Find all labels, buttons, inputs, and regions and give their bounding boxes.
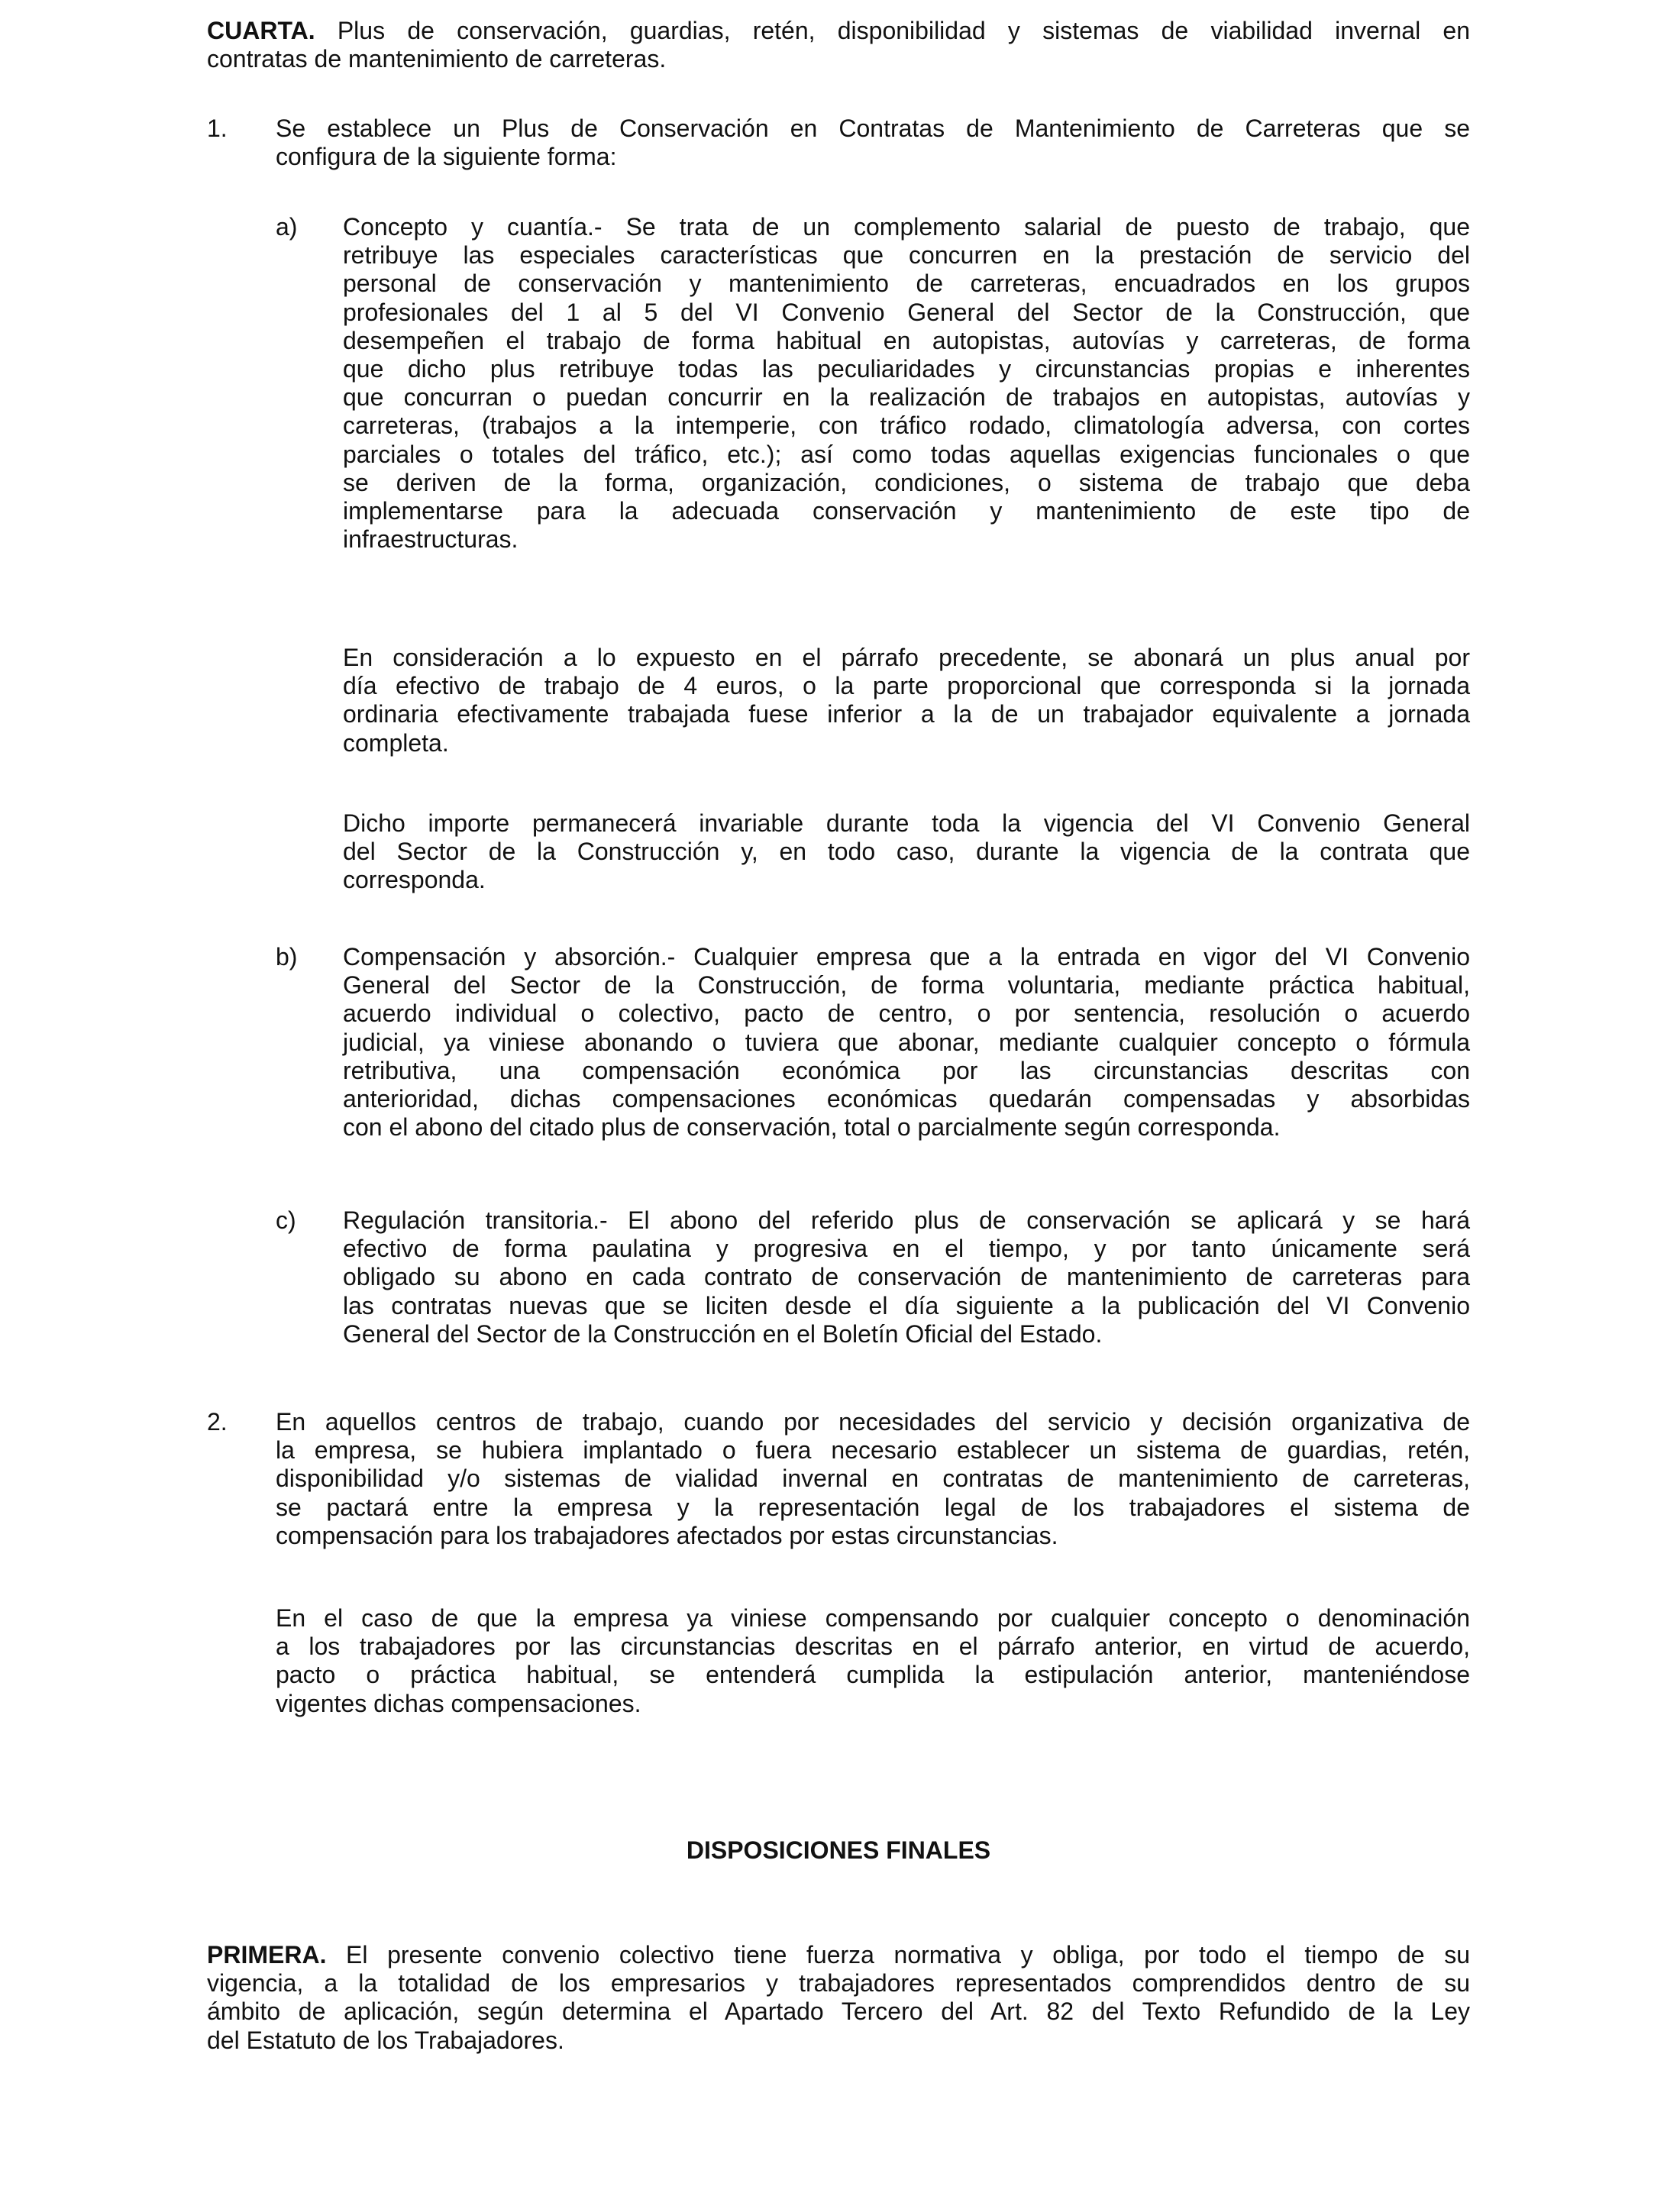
text-line (343, 1029, 1470, 1057)
line-text: vigentes dichas compensaciones. (276, 1689, 641, 1717)
line-text: se pactará entre la empresa y la representación legal de los trabajadores el sistema de (276, 1493, 1470, 1521)
line-text: desempeñen el trabajo de forma habitual en autopistas, autovías y carreteras, de forma (343, 326, 1470, 354)
subitem-a-paragraph-3 (343, 809, 1470, 895)
line-text: implementarse para la adecuada conservación y mantenimiento de este tipo de (343, 497, 1470, 525)
text-line (343, 497, 1470, 525)
text-line (276, 1522, 1470, 1550)
line-text: acuerdo individual o colectivo, pacto de centro, o por sentencia, resolución o acuerdo (343, 1000, 1470, 1028)
line-text: judicial, ya viniese abonando o tuviera que abonar, mediante cualquier concepto o fórmula (343, 1028, 1470, 1056)
line-text: infraestructuras. (343, 525, 519, 554)
subitem-c-text (343, 1206, 1470, 1348)
line-text: las contratas nuevas que se liciten desde el día siguiente a la publicación del VI Convenio (343, 1291, 1470, 1319)
line-text: que dicho plus retribuye todas las peculiaridades y circunstancias propias e inherentes (343, 355, 1470, 383)
text-line (343, 644, 1470, 672)
text-line (343, 866, 1470, 894)
line-text: del Estatuto de los Trabajadores. (207, 2026, 564, 2054)
text-line (343, 355, 1470, 383)
line-text: personal de conservación y mantenimiento de carreteras, encuadrados en los grupos (343, 270, 1470, 298)
section-heading: DISPOSICIONES FINALES (686, 1836, 991, 1864)
text-line (207, 2027, 1470, 2055)
text-line (343, 1206, 1470, 1235)
text-line (343, 1000, 1470, 1028)
line-text: El presente convenio colectivo tiene fuerza normativa y obliga, por todo el tiempo de su (326, 1941, 1470, 1969)
line-text: del Sector de la Construcción y, en todo caso, durante la vigencia de la contrata que (343, 838, 1470, 866)
line-text: parciales o totales del tráfico, etc.); así como todas aquellas exigencias funcionales o que (343, 440, 1470, 468)
subitem-label-a: a) (276, 213, 298, 241)
line-text: Compensación y absorción.- Cualquier empresa que a la entrada en vigor del VI Convenio (343, 943, 1470, 971)
line-text: la empresa, se hubiera implantado o fuera necesario establecer un sistema de guardias, retén, (276, 1436, 1470, 1465)
text-line (343, 838, 1470, 866)
text-line (276, 1604, 1470, 1633)
text-line (343, 700, 1470, 728)
line-text: día efectivo de trabajo de 4 euros, o la parte proporcional que corresponda si la jornada (343, 672, 1470, 700)
text-line (343, 412, 1470, 440)
text-line (276, 1408, 1470, 1436)
subitem-a-paragraph-2 (343, 644, 1470, 757)
line-text: profesionales del 1 al 5 del VI Convenio General del Sector de la Construcción, que (343, 298, 1470, 326)
text-line (343, 525, 1470, 554)
text-line (343, 1113, 1470, 1142)
text-line (343, 270, 1470, 298)
clause-primera (207, 1941, 1470, 2055)
subitem-label-c: c) (276, 1206, 296, 1234)
text-line (343, 672, 1470, 700)
line-text: En consideración a lo expuesto en el párrafo precedente, se abonará un plus anual por (343, 644, 1470, 671)
line-text: carreteras, (trabajos a la intemperie, con tráfico rodado, climatología adversa, con cortes (343, 412, 1470, 440)
item-number-2: 2. (207, 1408, 228, 1436)
text-line (276, 1690, 1470, 1718)
text-line (207, 1941, 1470, 1969)
line-text: ámbito de aplicación, según determina el Apartado Tercero del Art. 82 del Texto Refundido de la Ley (207, 1998, 1470, 2026)
text-line (276, 1436, 1470, 1465)
text-line (276, 1465, 1470, 1493)
text-line (343, 383, 1470, 412)
text-line (343, 809, 1470, 838)
clause-label: CUARTA. (207, 17, 315, 44)
line-text: Regulación transitoria.- El abono del referido plus de conservación se aplicará y se hará (343, 1206, 1470, 1234)
text-line (207, 1969, 1470, 1998)
text-line (276, 1494, 1470, 1522)
line-text: vigencia, a la totalidad de los empresarios y trabajadores representados comprendidos dentro de su (207, 1969, 1470, 1998)
line-text: Plus de conservación, guardias, retén, disponibilidad y sistemas de viabilidad invernal en (315, 17, 1470, 44)
text-line (276, 143, 1470, 171)
text-line (207, 1998, 1470, 2026)
text-line (343, 241, 1470, 270)
line-text: Concepto y cuantía.- Se trata de un complemento salarial de puesto de trabajo, que (343, 213, 1470, 241)
item-2-paragraph-2 (276, 1604, 1470, 1718)
line-text: obligado su abono en cada contrato de conservación de mantenimiento de carreteras para (343, 1263, 1470, 1291)
text-line (276, 115, 1470, 143)
text-line (343, 1320, 1470, 1348)
subitem-label-b: b) (276, 943, 298, 971)
line-text: se deriven de la forma, organización, condiciones, o sistema de trabajo que deba (343, 468, 1470, 496)
clause-label: PRIMERA. (207, 1941, 327, 1969)
line-text: pacto o práctica habitual, se entenderá cumplida la estipulación anterior, manteniéndose (276, 1661, 1470, 1689)
line-text: Dicho importe permanecerá invariable durante toda la vigencia del VI Convenio General (343, 809, 1470, 837)
text-line (343, 1292, 1470, 1320)
line-text: ordinaria efectivamente trabajada fuese inferior a la de un trabajador equivalente a jornada (343, 700, 1470, 728)
line-text: En aquellos centros de trabajo, cuando por necesidades del servicio y decisión organizativa de (276, 1408, 1470, 1436)
line-text: efectivo de forma paulatina y progresiva en el tiempo, y por tanto únicamente será (343, 1235, 1470, 1263)
line-text: retribuye las especiales características que concurren en la prestación de servicio del (343, 241, 1470, 270)
item-number-1: 1. (207, 115, 228, 142)
text-line (343, 1057, 1470, 1085)
line-text: con el abono del citado plus de conservación, total o parcialmente según corresponda. (343, 1113, 1281, 1142)
line-text: corresponda. (343, 866, 486, 894)
text-line (207, 45, 1470, 73)
text-line (343, 327, 1470, 355)
line-text: General del Sector de la Construcción en el Boletín Oficial del Estado. (343, 1319, 1103, 1348)
line-text: a los trabajadores por las circunstancias descritas en el párrafo anterior, en virtud de acuerdo, (276, 1633, 1470, 1661)
text-line (343, 971, 1470, 1000)
text-line (207, 17, 1470, 45)
line-text: retributiva, una compensación económica por las circunstancias descritas con (343, 1056, 1470, 1084)
text-line (343, 943, 1470, 971)
text-line (343, 729, 1470, 757)
line-text: compensación para los trabajadores afectados por estas circunstancias. (276, 1521, 1058, 1549)
text-line (343, 299, 1470, 327)
line-text: configura de la siguiente forma: (276, 143, 617, 171)
item-1-text (276, 115, 1470, 171)
text-line (343, 1235, 1470, 1263)
line-text: En el caso de que la empresa ya viniese compensando por cualquier concepto o denominación (276, 1604, 1470, 1632)
item-2-text (276, 1408, 1470, 1550)
text-line (343, 469, 1470, 497)
subitem-a-text (343, 213, 1470, 554)
text-line (343, 1085, 1470, 1113)
clause-cuarta (207, 17, 1470, 73)
subitem-b-text (343, 943, 1470, 1142)
text-line (276, 1633, 1470, 1661)
line-text: contratas de mantenimiento de carreteras. (207, 45, 667, 73)
text-line (343, 1263, 1470, 1291)
text-line (276, 1661, 1470, 1689)
line-text: anterioridad, dichas compensaciones económicas quedarán compensadas y absorbidas (343, 1085, 1470, 1113)
line-text: que concurran o puedan concurrir en la realización de trabajos en autopistas, autovías y (343, 383, 1470, 412)
text-line (343, 441, 1470, 469)
line-text: Se establece un Plus de Conservación en Contratas de Mantenimiento de Carreteras que se (276, 115, 1470, 142)
text-line (343, 213, 1470, 241)
line-text: General del Sector de la Construcción, de forma voluntaria, mediante práctica habitual, (343, 971, 1470, 1000)
line-text: disponibilidad y/o sistemas de vialidad invernal en contratas de mantenimiento de carreteras, (276, 1465, 1470, 1493)
line-text: completa. (343, 728, 449, 757)
